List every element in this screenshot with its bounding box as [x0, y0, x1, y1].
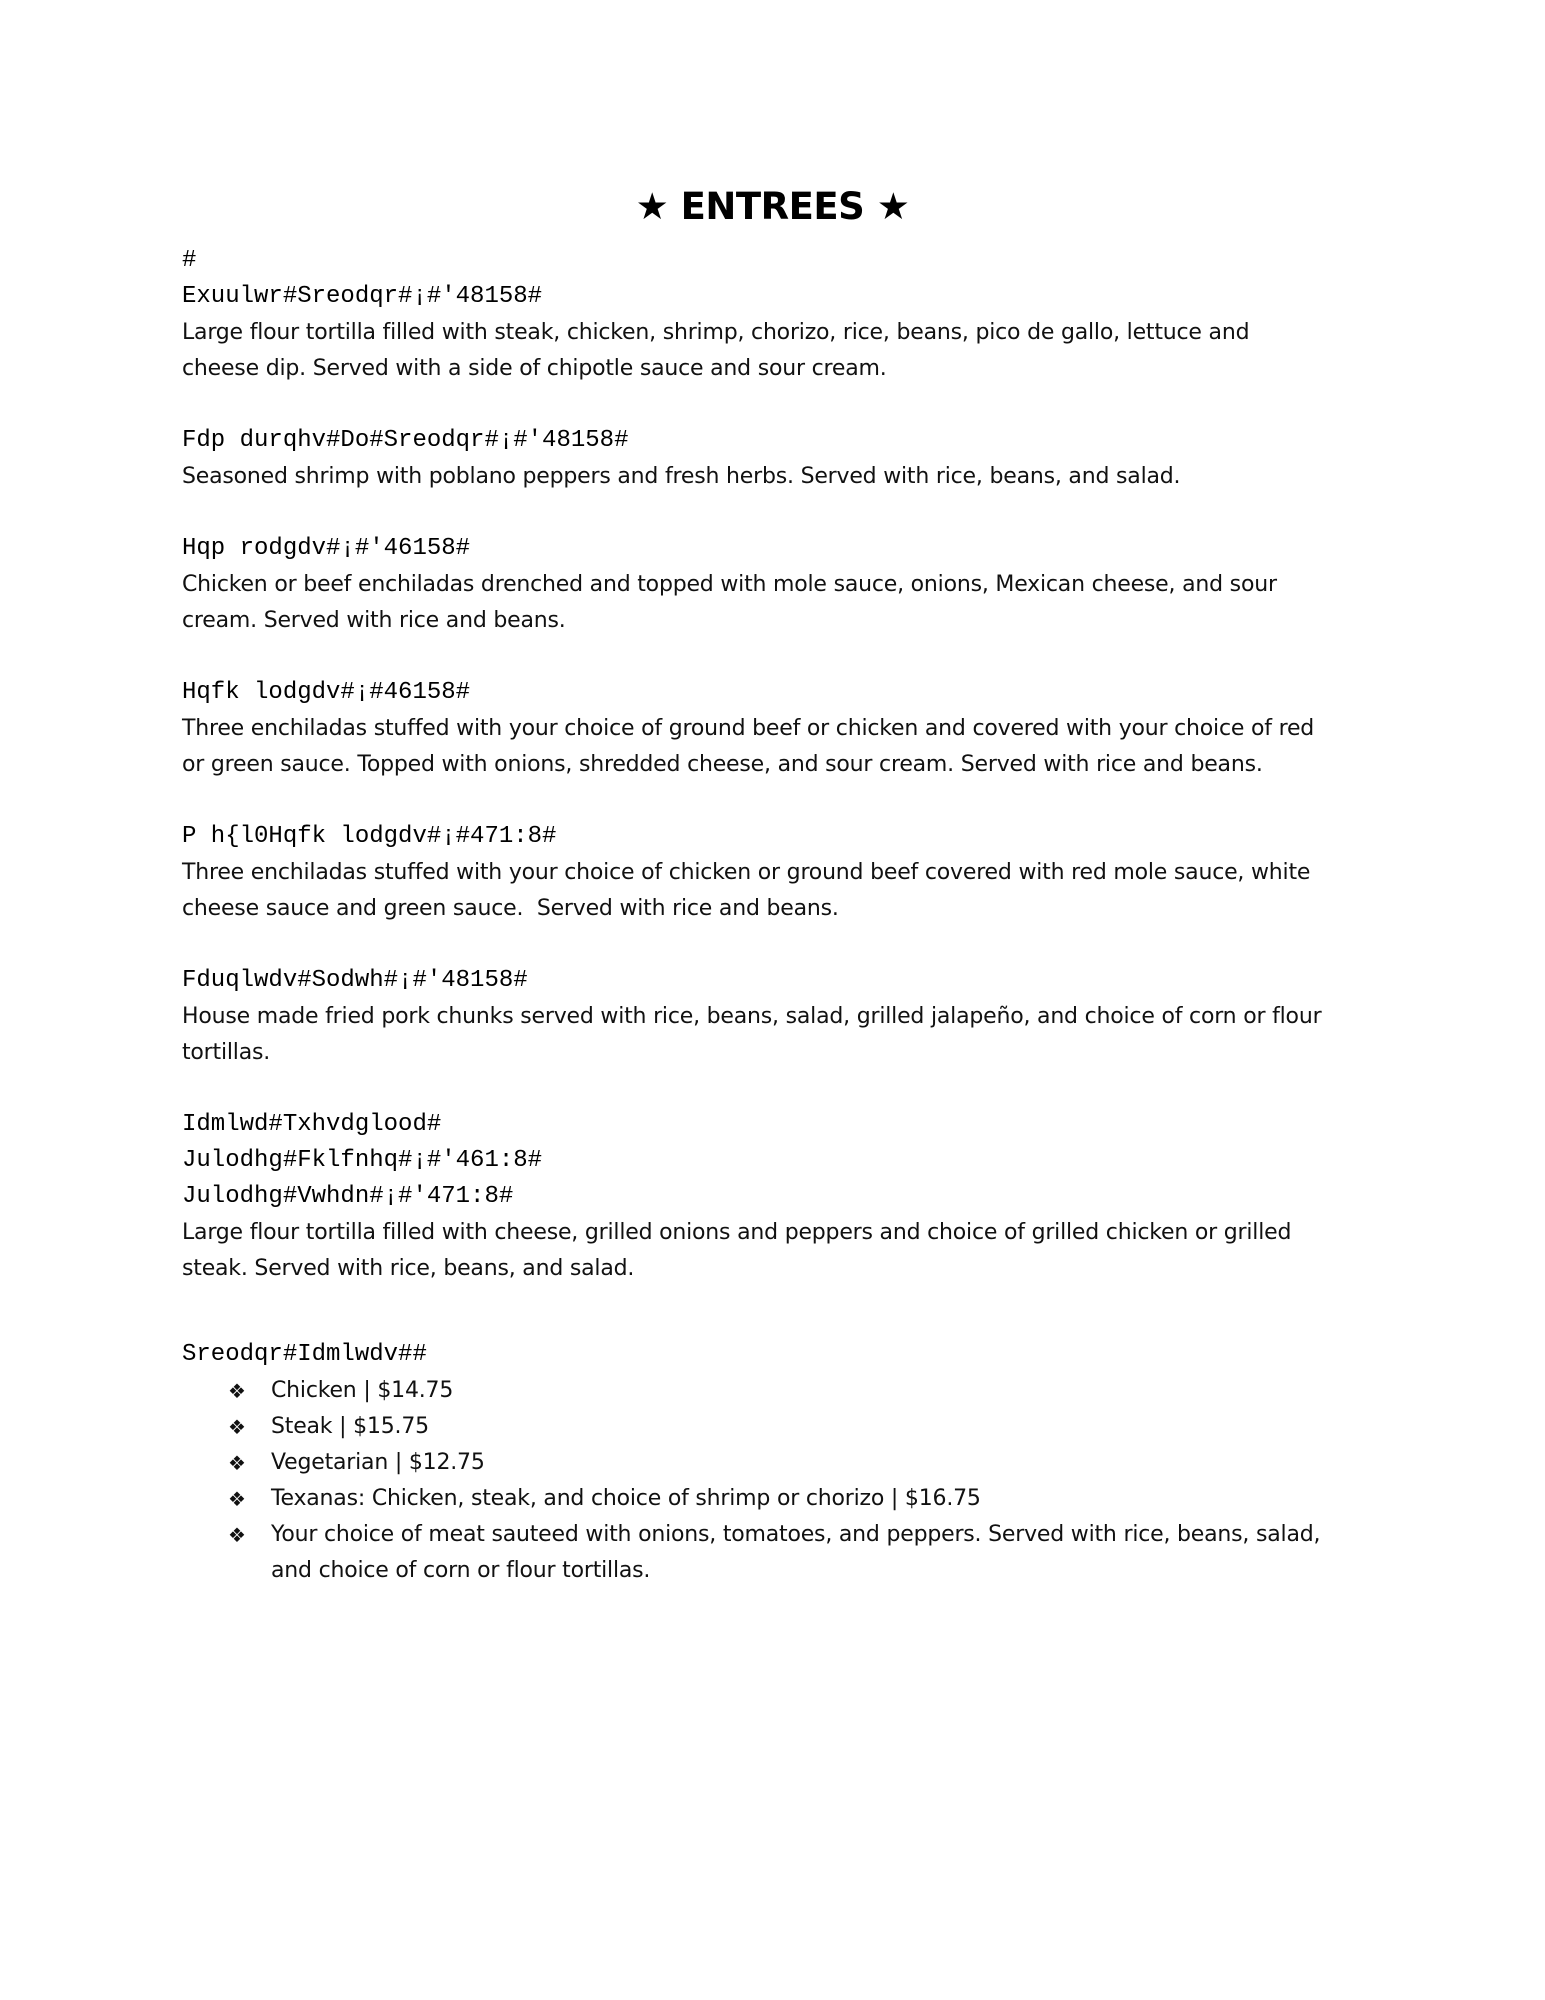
fajita-option	[182, 1517, 1362, 1589]
entrees-list	[182, 243, 1362, 1589]
menu-item	[182, 279, 1362, 387]
diamond-bullet-icon: ❖	[228, 1487, 246, 1511]
item-name: Hqfk lodgdv#¡#46158#	[182, 679, 471, 706]
fajita-option	[182, 1373, 1362, 1409]
item-description: Three enchiladas stuffed with your choice of ground beef or chicken and covered with your choice of red	[182, 716, 1315, 741]
page-title: ★ ENTREES ★	[635, 185, 910, 228]
item-description: Large flour tortilla filled with cheese, grilled onions and peppers and choice of grilled chicken or grilled	[182, 1220, 1292, 1245]
item-option: Julodhg#Vwhdn#¡#'471:8#	[182, 1183, 514, 1210]
item-description: steak. Served with rice, beans, and salad.	[182, 1256, 635, 1281]
item-name: Hqp rodgdv#¡#'46158#	[182, 535, 471, 562]
menu-item	[182, 675, 1362, 783]
diamond-bullet-icon: ❖	[228, 1451, 246, 1475]
item-description: Large flour tortilla filled with steak, chicken, shrimp, chorizo, rice, beans, pico de gallo, lettuce and	[182, 320, 1250, 345]
item-description: Seasoned shrimp with poblano peppers and fresh herbs. Served with rice, beans, and salad.	[182, 464, 1181, 489]
diamond-bullet-icon: ❖	[228, 1523, 246, 1547]
fajita-option	[182, 1409, 1362, 1445]
menu-item	[182, 423, 1362, 495]
item-name: Idmlwd#Txhvdglood#	[182, 1111, 442, 1138]
diamond-bullet-icon: ❖	[228, 1379, 246, 1403]
menu-item	[182, 531, 1362, 639]
item-name: Exuulwr#Sreodqr#¡#'48158#	[182, 283, 543, 310]
option-text: Vegetarian | $12.75	[271, 1450, 485, 1475]
item-description: House made fried pork chunks served with rice, beans, salad, grilled jalapeño, and choice of corn or flour	[182, 1004, 1322, 1029]
item-description: Three enchiladas stuffed with your choice of chicken or ground beef covered with red mole sauce, white	[182, 860, 1311, 885]
menu-item-fajita-quesadilla	[182, 1107, 1362, 1287]
option-text: Your choice of meat sauteed with onions, tomatoes, and peppers. Served with rice, beans, salad,	[271, 1522, 1321, 1547]
menu-item	[182, 819, 1362, 927]
menu-item	[182, 963, 1362, 1071]
fajita-option	[182, 1445, 1362, 1481]
item-description: Chicken or beef enchiladas drenched and topped with mole sauce, onions, Mexican cheese, and sour	[182, 572, 1277, 597]
option-text: and choice of corn or flour tortillas.	[271, 1558, 651, 1583]
option-text: Steak | $15.75	[271, 1414, 429, 1439]
item-description: cheese sauce and green sauce. Served with rice and beans.	[182, 896, 839, 921]
item-option: Julodhg#Fklfnhq#¡#'461:8#	[182, 1147, 543, 1174]
item-description: or green sauce. Topped with onions, shredded cheese, and sour cream. Served with rice and beans.	[182, 752, 1263, 777]
item-name: P h{l0Hqfk lodgdv#¡#471:8#	[182, 823, 557, 850]
menu-item-poblano-fajitas	[182, 1337, 1362, 1589]
item-name: Sreodqr#Idmlwdv##	[182, 1341, 427, 1368]
item-description: cream. Served with rice and beans.	[182, 608, 566, 633]
item-description: cheese dip. Served with a side of chipotle sauce and sour cream.	[182, 356, 887, 381]
item-name: Fduqlwdv#Sodwh#¡#'48158#	[182, 967, 528, 994]
diamond-bullet-icon: ❖	[228, 1415, 246, 1439]
item-description: tortillas.	[182, 1040, 271, 1065]
item-name: Fdp durqhv#Do#Sreodqr#¡#'48158#	[182, 427, 629, 454]
fajita-option	[182, 1481, 1362, 1517]
top-symbol: #	[182, 247, 197, 274]
option-text: Chicken | $14.75	[271, 1378, 454, 1403]
option-text: Texanas: Chicken, steak, and choice of shrimp or chorizo | $16.75	[271, 1486, 981, 1511]
